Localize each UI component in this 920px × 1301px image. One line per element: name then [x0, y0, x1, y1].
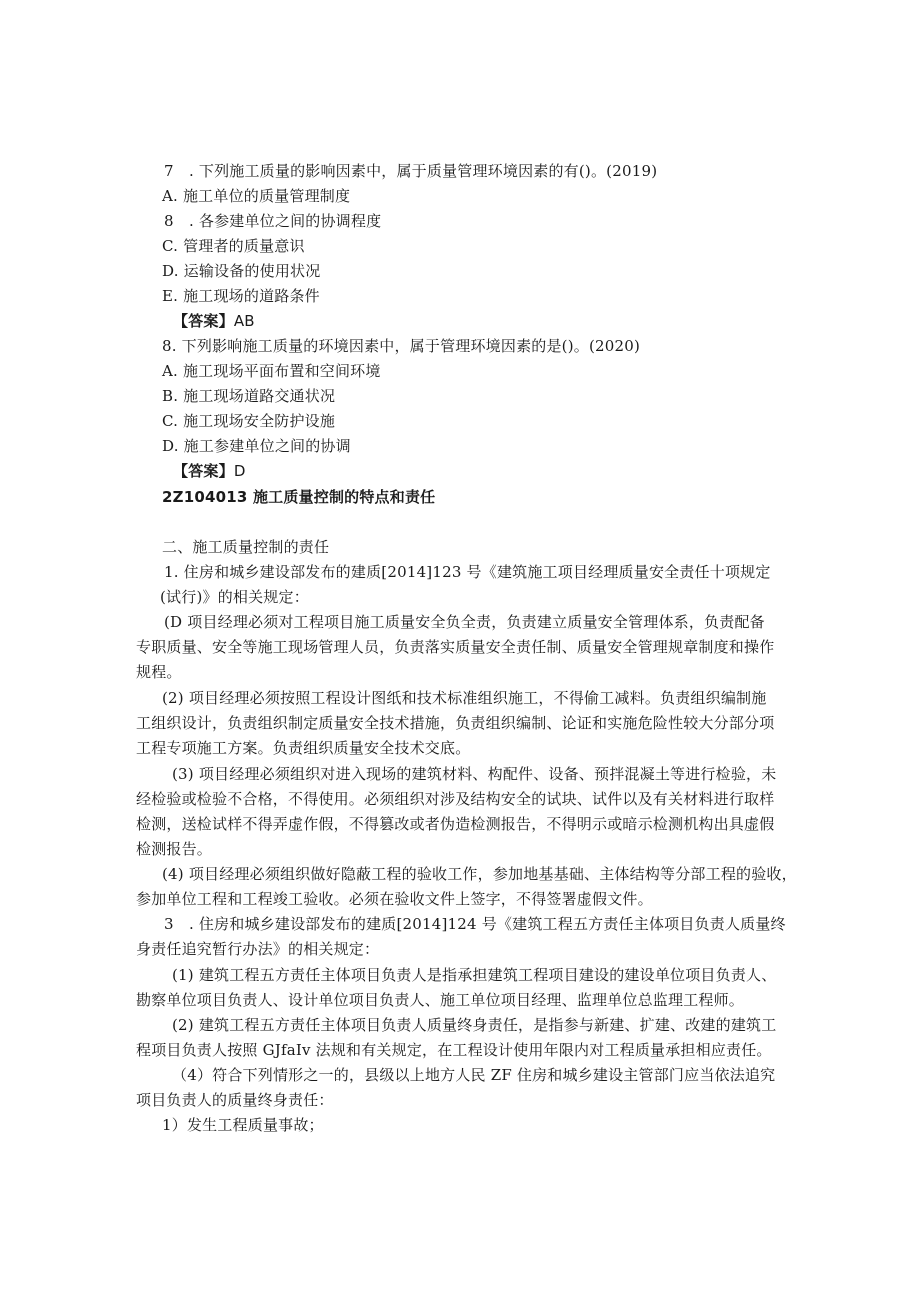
section-heading: 2Z104013 施工质量控制的特点和责任	[162, 488, 436, 506]
answer-value: AB	[233, 312, 255, 330]
item-1-line-2: (试行)》的相关规定：	[160, 588, 309, 606]
paragraph-1-line-3: 规程。	[136, 663, 182, 681]
paragraph-3-line-4: 检测报告。	[136, 840, 213, 858]
question-8-option-b: B. 施工现场道路交通状况	[162, 387, 336, 405]
sub-heading: 二、施工质量控制的责任	[162, 538, 330, 556]
item-3-line-1: 3 . 住房和城乡建设部发布的建质[2014]124 号《建筑工程五方责任主体项目负责人质量终	[164, 915, 786, 933]
paragraph-2-line-1: (2) 项目经理必须按照工程设计图纸和技术标准组织施工，不得偷工减料。负责组织编制施	[162, 689, 767, 707]
subitem-4-list-1: 1）发生工程质量事故；	[162, 1116, 324, 1134]
item-1-line-1: 1. 住房和城乡建设部发布的建质[2014]123 号《建筑施工项目经理质量安全责任十项规定	[164, 563, 771, 581]
question-8-stem: 8. 下列影响施工质量的环境因素中，属于管理环境因素的是()。(2020)	[162, 337, 641, 355]
subitem-2-line-1: (2) 建筑工程五方责任主体项目负责人质量终身责任，是指参与新建、扩建、改建的建筑工	[172, 1016, 777, 1034]
answer-value: D	[233, 462, 246, 480]
subitem-1-line-2: 勘察单位项目负责人、设计单位项目负责人、施工单位项目经理、监理单位总监理工程师。	[136, 991, 745, 1009]
question-7-option-e: E. 施工现场的道路条件	[162, 287, 320, 305]
question-8-option-d: D. 施工参建单位之间的协调	[162, 437, 351, 455]
question-7-option-a: A. 施工单位的质量管理制度	[162, 187, 351, 205]
paragraph-2-line-3: 工程专项施工方案。负责组织质量安全技术交底。	[136, 739, 471, 757]
paragraph-2-line-2: 工组织设计，负责组织制定质量安全技术措施，负责组织编制、论证和实施危险性较大分部分项	[136, 714, 775, 732]
question-7-stem: 7 . 下列施工质量的影响因素中，属于质量管理环境因素的有()。(2019)	[164, 162, 658, 180]
paragraph-4-line-1: (4) 项目经理必须组织做好隐蔽工程的验收工作，参加地基基础、主体结构等分部工程的验收，	[162, 865, 797, 883]
question-7-option-d: D. 运输设备的使用状况	[162, 262, 321, 280]
paragraph-1-line-2: 专职质量、安全等施工现场管理人员，负责落实质量安全责任制、质量安全管理规章制度和操作	[136, 638, 775, 656]
question-7-option-c: C. 管理者的质量意识	[162, 237, 305, 255]
question-8-answer	[173, 461, 246, 481]
item-3-line-2: 身责任追究暂行办法》的相关规定：	[136, 940, 380, 958]
subitem-1-line-1: (1) 建筑工程五方责任主体项目负责人是指承担建筑工程项目建设的建设单位项目负责人、	[172, 966, 777, 984]
paragraph-3-line-3: 检测，送检试样不得弄虚作假，不得篡改或者伪造检测报告，不得明示或暗示检测机构出具虚假	[136, 815, 775, 833]
question-8-option-c: C. 施工现场安全防护设施	[162, 412, 336, 430]
question-8-option-a: A. 施工现场平面布置和空间环境	[162, 362, 381, 380]
paragraph-3-line-1: (3) 项目经理必须组织对进入现场的建筑材料、构配件、设备、预拌混凝土等进行检验，未	[172, 765, 777, 783]
paragraph-4-line-2: 参加单位工程和工程竣工验收。必须在验收文件上签字，不得签署虚假文件。	[136, 890, 653, 908]
subitem-4-line-2: 项目负责人的质量终身责任：	[136, 1091, 334, 1109]
answer-label: 【答案】	[173, 462, 234, 480]
question-7-option-b: 8 . 各参建单位之间的协调程度	[164, 212, 382, 230]
subitem-4-line-1: （4）符合下列情形之一的，县级以上地方人民 ZF 住房和城乡建设主管部门应当依法追究	[172, 1066, 776, 1084]
answer-label: 【答案】	[173, 312, 234, 330]
subitem-2-line-2: 程项目负责人按照 GJfaIv 法规和有关规定，在工程设计使用年限内对工程质量承担相应责任。	[136, 1041, 772, 1059]
paragraph-1-line-1: (D 项目经理必须对工程项目施工质量安全负全责，负责建立质量安全管理体系，负责配备	[164, 613, 765, 631]
paragraph-3-line-2: 经检验或检验不合格，不得使用。必须组织对涉及结构安全的试块、试件以及有关材料进行取样	[136, 790, 775, 808]
question-7-answer	[173, 311, 255, 331]
